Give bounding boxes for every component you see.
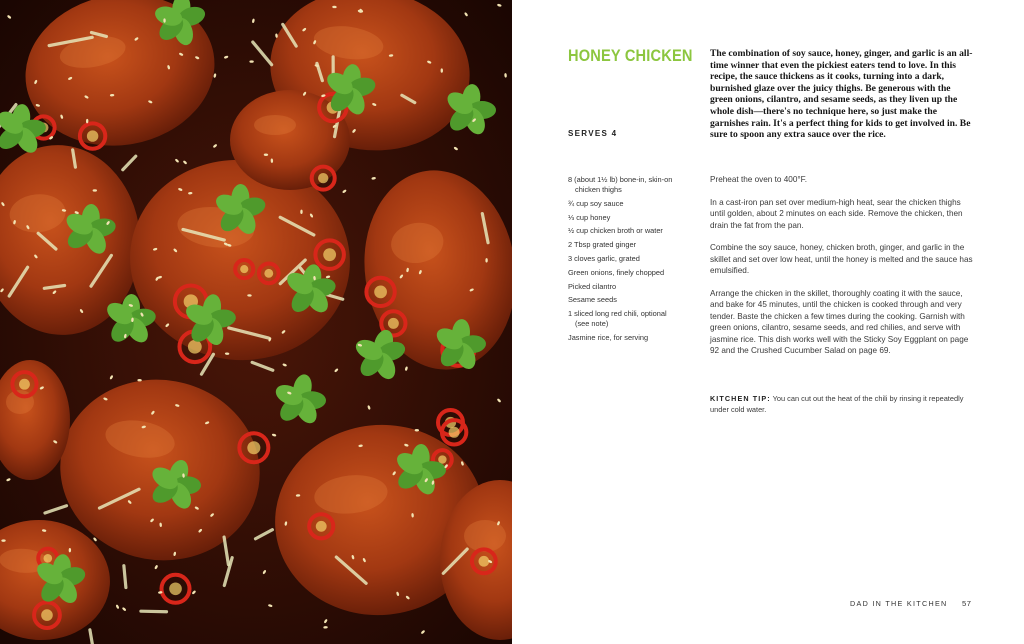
chili-seeds <box>438 455 446 463</box>
ingredient-item <box>568 254 686 264</box>
ingredient-item <box>568 282 686 292</box>
method-step: Combine the soy sauce, honey, chicken broth, ginger, and garlic in the skillet and set over low heat, until the honey is melted and the sauce has emulsified. <box>710 243 973 276</box>
chili-seeds <box>87 130 98 141</box>
ingredient-text: Picked cilantro <box>568 281 617 291</box>
sesame-seed <box>249 60 253 62</box>
recipe-title: HONEY CHICKEN <box>568 46 693 65</box>
chili-seeds <box>316 521 327 532</box>
ingredient-text-continued: chicken thighs <box>575 185 622 194</box>
ingredient-text: ½ cup chicken broth or water <box>568 226 663 236</box>
method-step: Preheat the oven to 400°F. <box>710 175 808 184</box>
ingredient-item <box>568 309 686 329</box>
chili-seeds <box>41 609 53 621</box>
ingredient-item <box>568 240 686 250</box>
ingredient-text: ¾ cup soy sauce <box>568 198 624 208</box>
kitchen-tip-text: You can cut out the heat of the chili by rinsing it repeatedly under cold water. <box>710 394 964 414</box>
ingredient-text: Green onions, finely chopped <box>568 267 665 277</box>
chili-seeds <box>449 427 460 438</box>
chili-seeds <box>479 556 490 567</box>
ingredient-text: ⅓ cup honey <box>568 212 611 222</box>
running-footer: DAD IN THE KITCHEN <box>850 599 948 608</box>
ingredient-text-continued: (see note) <box>575 319 609 329</box>
ingredient-item <box>568 213 686 223</box>
ingredient-item <box>568 175 686 195</box>
kitchen-tip-label: KITCHEN TIP: <box>710 394 771 403</box>
chili-seeds <box>188 340 202 354</box>
method-step: In a cast-iron pan set over medium-high heat, sear the chicken thighs until golden, about 2 minutes on each side. Remove the chicken, then drain the fat from the pan. <box>710 197 963 230</box>
ingredient-text: 8 (about 1½ lb) bone-in, skin-on <box>568 175 673 184</box>
ingredient-list <box>568 175 686 347</box>
ingredient-text: Sesame seeds <box>568 295 617 305</box>
ingredient-text: Jasmine rice, for serving <box>568 332 649 342</box>
chili-seeds <box>374 285 387 298</box>
ingredient-text: 1 sliced long red chili, optional <box>568 309 667 319</box>
serves-label: SERVES 4 <box>568 129 618 138</box>
sesame-seed <box>93 189 97 191</box>
chili-seeds <box>169 582 182 595</box>
ingredient-item <box>568 295 686 305</box>
chili-seeds <box>247 441 260 454</box>
kitchen-tip <box>710 393 976 415</box>
method-step: Arrange the chicken in the skillet, thoroughly coating it with the sauce, and bake for 45 minutes, until the chicken is cooked through and very tender. Baste the chicken a few times during the cooking. Garnish with green onions, cilantro, sesame seeds, and red chilies, and serve with jasmine rice. This dish works well with the Sticky Soy Eggplant on page 92 and the Crushed Cucumber Salad on page 69. <box>710 289 969 356</box>
green-onion-sliver <box>139 610 168 614</box>
recipe-intro: The combination of soy sauce, honey, ginger, and garlic is an all-time winner that even the pickiest eaters tend to love. In this recipe, the sauce thickens as it cooks, turning into a dark, burnished glaze over the juicy thighs. Be generous with the green onions, cilantro, and sesame seeds, as they liven up the whole dish—there's no technique here, so just make the garnishes rain. It's a perfect thing for kids to get involved in. Be sure to spoon any extra sauce over the rice. <box>710 48 973 141</box>
recipe-text-page <box>512 0 1024 644</box>
glaze-highlight <box>464 520 506 552</box>
chili-seeds <box>240 265 248 273</box>
ingredient-item <box>568 333 686 343</box>
glaze-highlight <box>254 115 296 135</box>
ingredient-item <box>568 226 686 236</box>
ingredient-item <box>568 268 686 278</box>
page-number: 57 <box>962 599 972 608</box>
ingredient-text: 2 Tbsp grated ginger <box>568 240 637 250</box>
chili-seeds <box>264 269 273 278</box>
method-steps <box>710 174 976 368</box>
ingredient-item <box>568 199 686 209</box>
sesame-seed <box>485 258 487 262</box>
ingredient-text: 3 cloves garlic, grated <box>568 253 640 263</box>
chili-seeds <box>323 248 336 261</box>
chili-seeds <box>19 379 30 390</box>
chili-seeds <box>388 318 399 329</box>
chili-seeds <box>43 554 52 563</box>
chili-seeds <box>318 173 328 183</box>
